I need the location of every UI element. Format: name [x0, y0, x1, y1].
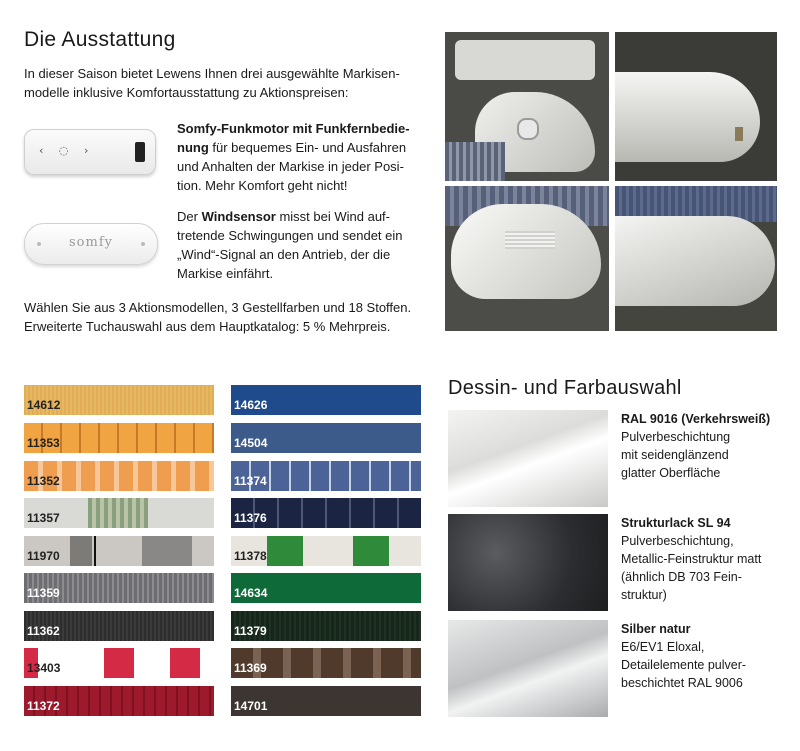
wind-sensor-image [24, 223, 158, 265]
fabric-swatch[interactable]: 11379 [231, 611, 421, 641]
fabric-swatch[interactable]: 14634 [231, 573, 421, 603]
fabric-swatch[interactable]: 11374 [231, 461, 421, 491]
fabric-swatch[interactable]: 11369 [231, 648, 421, 678]
intro-text: In dieser Saison bietet Lewens Ihnen drei ausgewählte Markisen- modelle inklusive Komfortausstattung zu Aktionspreisen: [24, 66, 400, 100]
finish-sample-silver[interactable] [448, 620, 608, 717]
page-title: Die Ausstattung [24, 28, 176, 51]
fabric-swatch[interactable]: 11359 [24, 573, 214, 603]
fabric-swatch[interactable]: 11357 [24, 498, 214, 528]
finish-label-silver: Silber natur E6/EV1 Eloxal, Detailelemente pulver- beschichtet RAL 9006 [621, 622, 747, 690]
fabric-swatch[interactable]: 11376 [231, 498, 421, 528]
summary-text: Wählen Sie aus 3 Aktionsmodellen, 3 Gestellfarben und 18 Stoffen. Erweiterte Tuchauswahl aus dem Hauptkatalog: 5 % Mehrpreis. [24, 300, 412, 334]
fabric-swatch[interactable]: 11352 [24, 461, 214, 491]
remote-buttons-icon: ‹ ◌ › [39, 144, 95, 157]
fabric-swatch[interactable]: 11378 [231, 536, 421, 566]
fabric-swatch[interactable]: 11353 [24, 423, 214, 453]
fabric-swatch[interactable]: 14612 [24, 385, 214, 415]
finish-label-structure: Strukturlack SL 94 Pulverbeschichtung, Metallic-Feinstruktur matt (ähnlich DB 703 Fein- struktur) [621, 516, 762, 602]
fabric-swatch[interactable]: 11362 [24, 611, 214, 641]
remote-control-image [24, 129, 156, 175]
fabric-swatch[interactable]: 14626 [231, 385, 421, 415]
awning-sidecap-photo [445, 186, 609, 331]
awning-motor-photo [445, 32, 609, 181]
fabric-swatch[interactable]: 11970 [24, 536, 214, 566]
remote-display [135, 142, 145, 162]
fabric-swatch[interactable]: 11372 [24, 686, 214, 716]
finish-label-white: RAL 9016 (Verkehrsweiß) Pulverbeschichtung mit seidenglänzend glatter Oberfläche [621, 412, 771, 480]
finish-sample-white[interactable] [448, 410, 608, 507]
dessin-heading: Dessin- und Farbauswahl [448, 377, 682, 399]
fabric-swatch[interactable]: 14504 [231, 423, 421, 453]
awning-cassette-photo [615, 32, 777, 181]
motor-description: Somfy-Funkmotor mit Funkfernbedie- nung für bequemes Ein- und Ausfahren und Anhalten der Markise in jeder Posi- tion. Mehr Komfort geht nicht! [177, 121, 410, 193]
somfy-logo: somfy [69, 235, 113, 250]
fabric-swatch[interactable]: 14701 [231, 686, 421, 716]
awning-closed-photo [615, 186, 777, 331]
finish-sample-structure[interactable] [448, 514, 608, 611]
wind-description: Der Windsensor misst bei Wind auf- tretende Schwingungen und sendet ein „Wind“-Signal an den Antrieb, der die Markise einfährt. [177, 209, 403, 281]
fabric-swatch[interactable]: 13403 [24, 648, 214, 678]
sensor-screw-icon [141, 242, 145, 246]
